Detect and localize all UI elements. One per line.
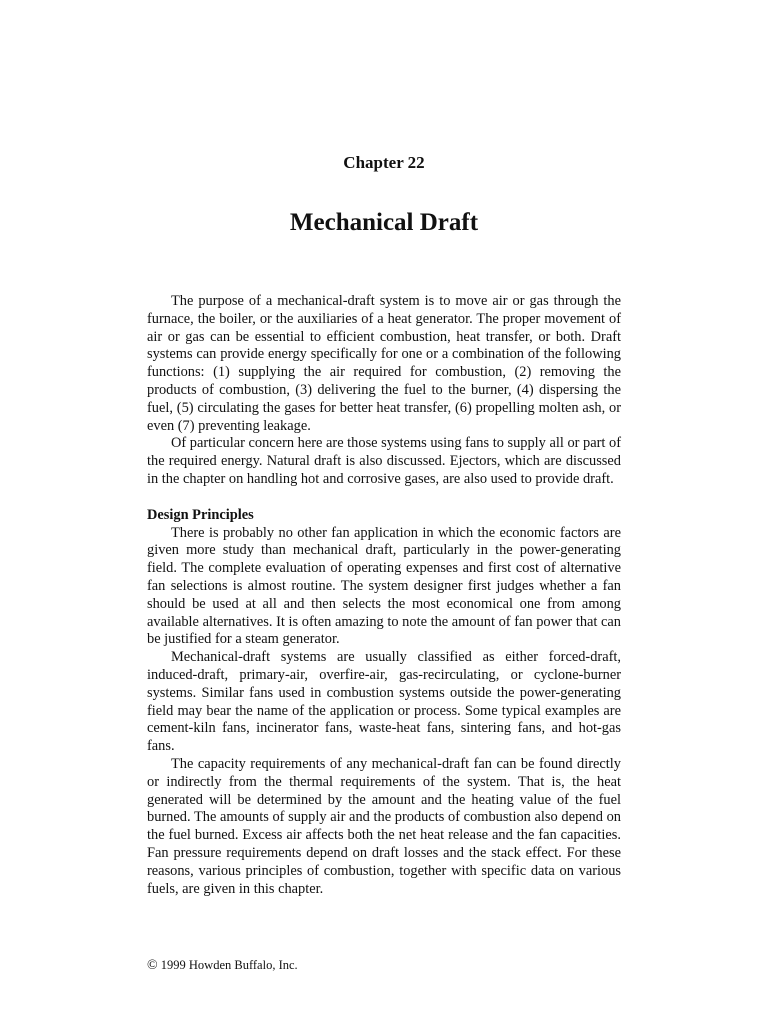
section-heading-design-principles: Design Principles	[147, 506, 254, 523]
design-principles-paragraph: The capacity requirements of any mechanical-draft fan can be found directly or indirectly from the thermal requirements of the system. That is, the heat generated will be determined by the amount and the heating value of the fuel burned. The amounts of supply air and the products of combustion also depend on the fuel burned. Excess air affects both the net heat release and the fan capacities. Fan pressure requirements depend on draft losses and the stack effect. For these reasons, various principles of combustion, together with specific data on various fuels, are given in this chapter.	[147, 755, 621, 897]
copyright-footer	[147, 958, 298, 974]
copyright-symbol: ©	[147, 958, 158, 973]
chapter-title: Mechanical Draft	[289, 209, 479, 236]
chapter-label: Chapter 22	[343, 153, 425, 172]
body-text	[147, 293, 621, 898]
design-principles-paragraph: There is probably no other fan application in which the economic factors are given more study than mechanical draft, particularly in the power-generating field. The complete evaluation of operating expenses and first cost of alternative fan selections is almost routine. The system designer first judges whether a fan should be used at all and then selects the most economical one from among available alternatives. It is often amazing to note the amount of fan power that can be justified for a steam generator.	[147, 524, 621, 648]
intro-paragraph: Of particular concern here are those systems using fans to supply all or part of the required energy. Natural draft is also discussed. Ejectors, which are discussed in the chapter on handling hot and corrosive gases, are also used to provide draft.	[147, 435, 621, 487]
design-principles-paragraph: Mechanical-draft systems are usually classified as either forced-draft, induced-draft, primary-air, overfire-air, gas-recirculating, or cyclone-burner systems. Similar fans used in combustion systems outside the power-generating field may bear the name of the application or process. Some typical examples are cement-kiln fans, incinerator fans, waste-heat fans, sintering fans, and hot-gas fans.	[147, 649, 621, 755]
intro-paragraph: The purpose of a mechanical-draft system is to move air or gas through the furnace, the boiler, or the auxiliaries of a heat generator. The proper movement of air or gas can be essential to efficient combustion, heat transfer, or both. Draft systems can provide energy specifically for one or a combination of the following functions: (1) supplying the air required for combustion, (2) removing the products of combustion, (3) delivering the fuel to the burner, (4) dispersing the fuel, (5) circulating the gases for better heat transfer, (6) propelling molten ash, or even (7) preventing leakage.	[147, 293, 621, 434]
copyright-text: 1999 Howden Buffalo, Inc.	[160, 958, 298, 972]
